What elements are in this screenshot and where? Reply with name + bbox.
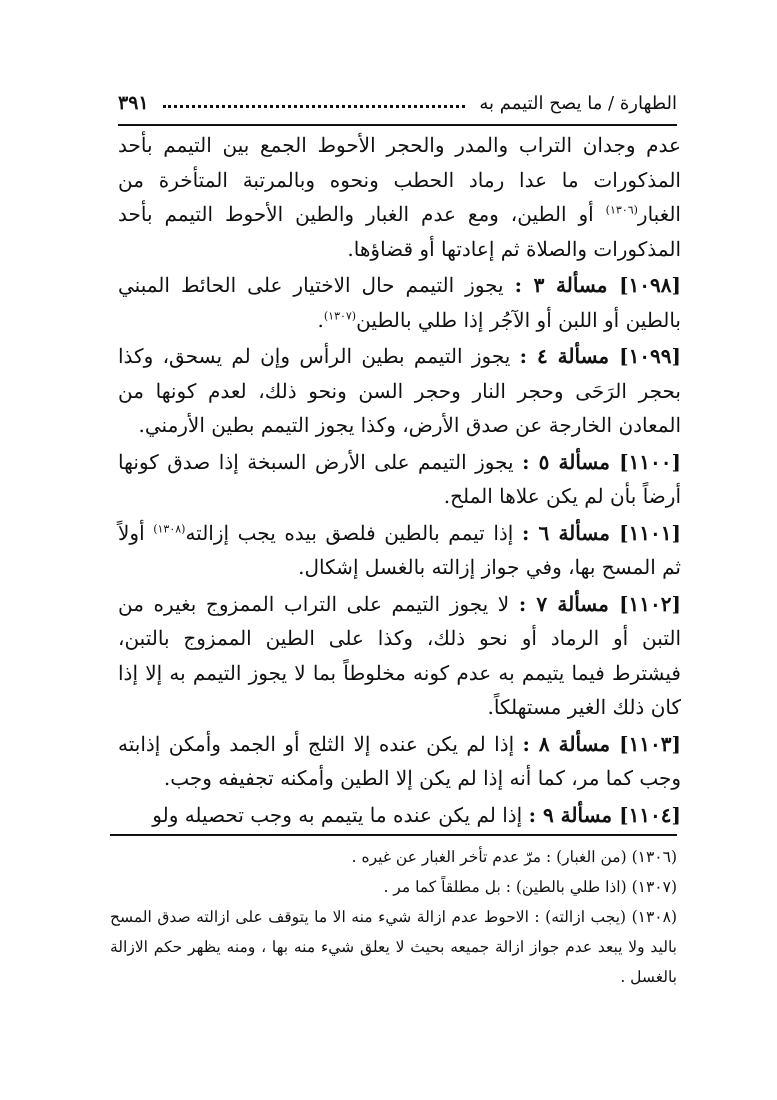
masala-heading: [١١٠٠] مسألة ٥ :	[522, 449, 681, 474]
masala-heading: [١٠٩٨] مسألة ٣ :	[514, 273, 681, 297]
masala-heading: [١١٠٢] مسألة ٧ :	[518, 591, 681, 616]
footnote: (١٣٠٦) (من الغبار) : مرّ عدم تأخر الغبار عن غيره .	[351, 848, 677, 866]
paragraph-masala-6: [١١٠١] مسألة ٦ : إذا تيمم بالطين فلصق بيده يجب إزالته$^{(١٣٠٨)}$ أولاً ثم المسح بها، وفي جواز إزالته بالغسل إشكال.	[118, 520, 681, 579]
masala-heading: [١١٠١] مسألة ٦ :	[521, 520, 681, 545]
footnotes	[110, 842, 677, 992]
paragraph-masala-9: [١١٠٤] مسألة ٩ : إذا لم يكن عنده ما يتيمم به وجب تحصيله ولو	[152, 802, 681, 827]
page-header	[118, 86, 677, 120]
footnote: (١٣٠٧) (اذا طلي بالطين) : بل مطلقاً كما مر .	[383, 878, 677, 896]
footnote: (١٣٠٨) (يجب ازالته) : الاحوط عدم ازالة شيء منه الا ما يتوقف على ازالته صدق المسح باليد ولا يبعد عدم جواز ازالة جميعه بحيث لا يعلق شيء منه بها ، ومنه يظهر حكم الازالة بالغسل .	[110, 908, 677, 986]
page-number: ٣٩١	[118, 92, 149, 114]
masala-heading: [١٠٩٩] مسألة ٤ :	[519, 344, 681, 368]
masala-heading: [١١٠٤] مسألة ٩ :	[528, 802, 681, 827]
paragraph-masala-5: [١١٠٠] مسألة ٥ : يجوز التيمم على الأرض السبخة إذا صدق كونها أرضاً بأن لم يكن علاها الملح.	[118, 449, 681, 508]
main-text	[118, 128, 681, 834]
running-title: الطهارة / ما يصح التيمم به	[479, 92, 677, 114]
header-rule	[118, 124, 677, 126]
leader-dots	[163, 105, 466, 108]
paragraph-masala-7: [١١٠٢] مسألة ٧ : لا يجوز التيمم على التراب الممزوج بغيره من التبن أو الرماد أو نحو ذلك، وكذا على الطين الممزوج بالتبن، فيشترط فيما يتيمم به عدم كونه مخلوطاً بما لا يجوز التيمم به إلا إذا كان ذلك الغير مستهلكاً.	[118, 591, 681, 719]
paragraph-masala-4: [١٠٩٩] مسألة ٤ : يجوز التيمم بطين الرأس وإن لم يسحق، وكذا بحجر الرَحَى وحجر النار وحجر السن ونحو ذلك، لعدم كونها من المعادن الخارجة عن صدق الأرض، وكذا يجوز التيمم بطين الأرمني.	[118, 344, 681, 437]
paragraph-masala-8: [١١٠٣] مسألة ٨ : إذا لم يكن عنده إلا الثلج أو الجمد وأمكن إذابته وجب كما مر، كما أنه إذا لم يكن إلا الطين وأمكنه تجفيفه وجب.	[118, 731, 681, 790]
paragraph: عدم وجدان التراب والمدر والحجر الأحوط الجمع بين التيمم بأحد المذكورات ما عدا رماد الحطب ونحوه وبالمرتبة المتأخرة من الغبار$^{(١٣٠٦)}$ أو الطين، ومع عدم الغبار والطين الأحوط التيمم بأحد المذكورات والصلاة ثم إعادتها أو قضاؤها.	[118, 133, 681, 261]
masala-heading: [١١٠٣] مسألة ٨ :	[522, 731, 681, 756]
paragraph-masala-3: [١٠٩٨] مسألة ٣ : يجوز التيمم حال الاختيار على الحائط المبني بالطين أو اللبن أو الآجُر إذا طلي بالطين$^{(١٣٠٧)}$.	[118, 273, 681, 332]
footnote-rule	[110, 834, 677, 836]
